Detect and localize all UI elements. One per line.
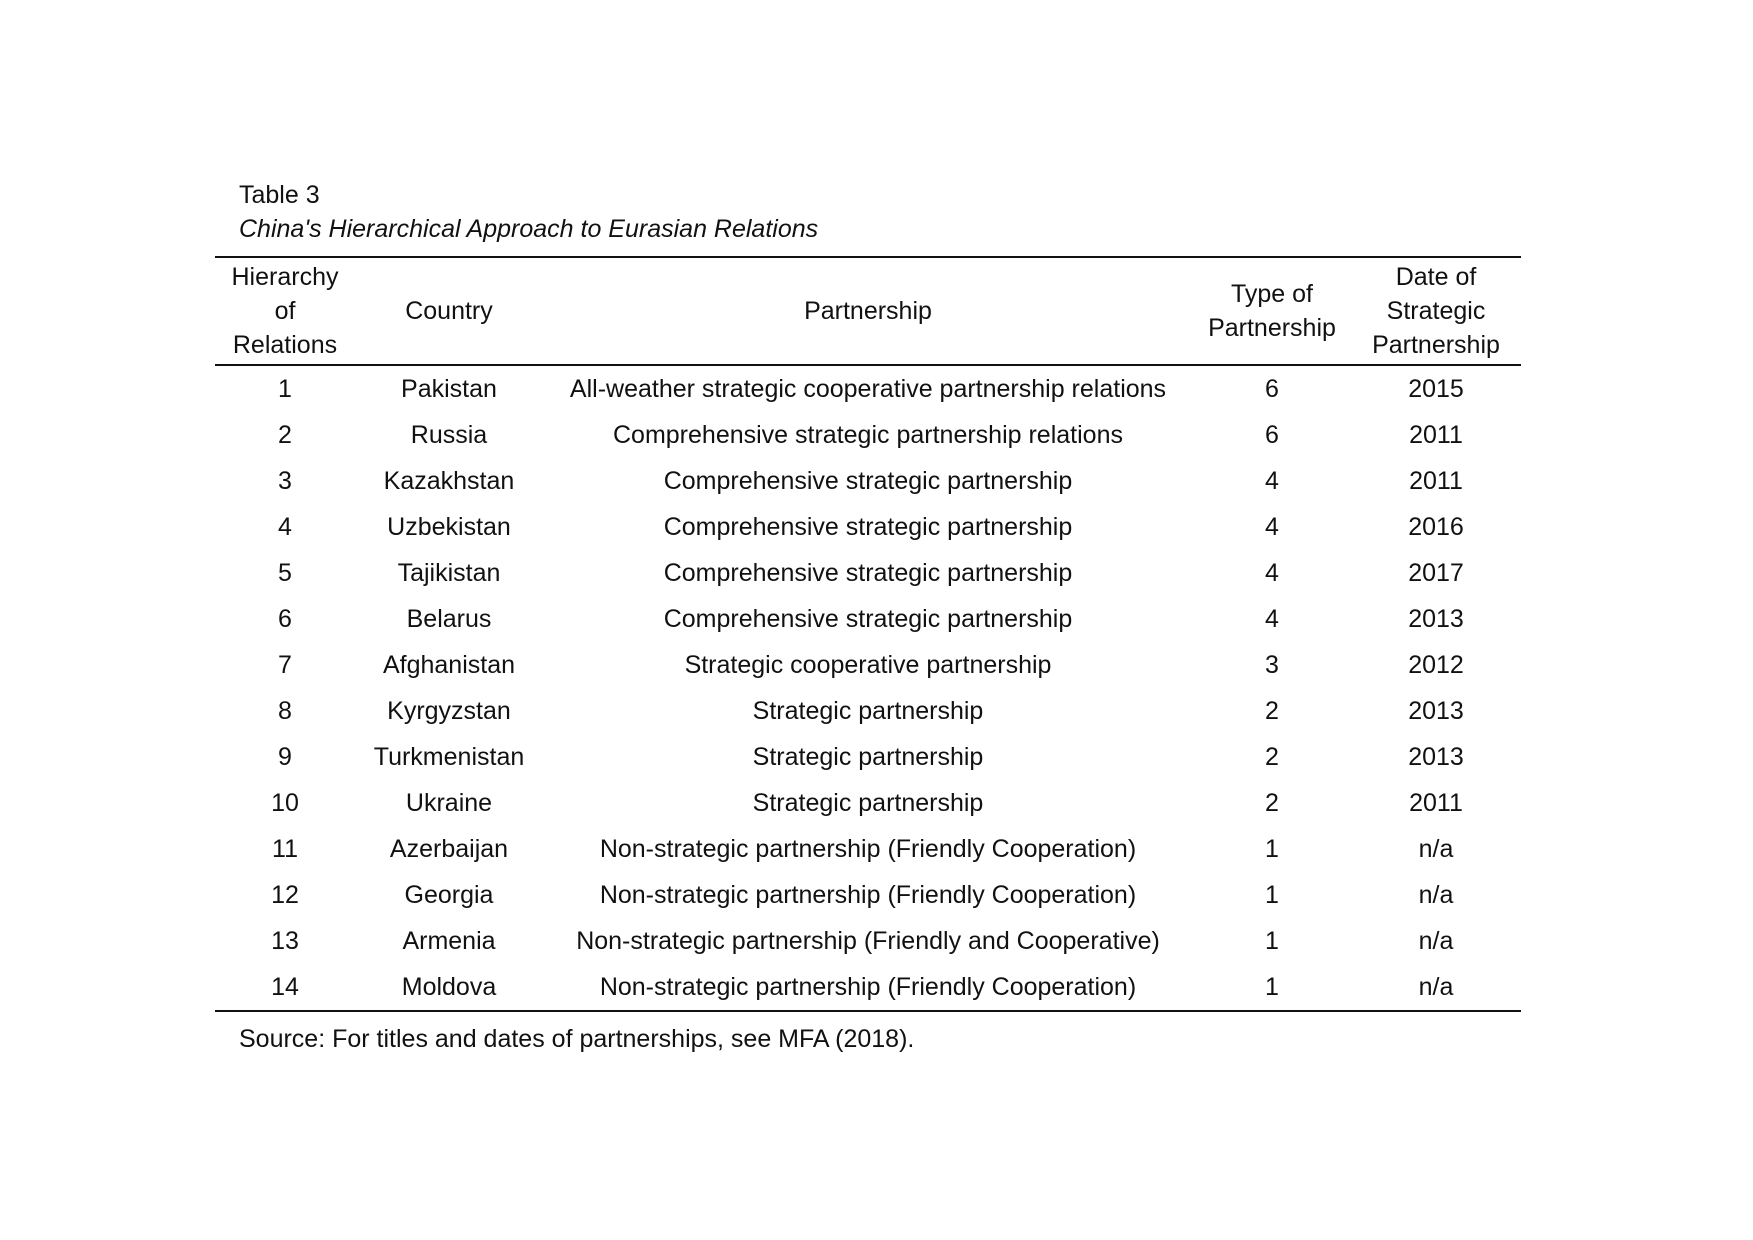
cell-date: 2015: [1408, 375, 1464, 403]
cell-type: 6: [1265, 421, 1279, 449]
table-row: [215, 365, 1521, 412]
cell-date: 2011: [1409, 467, 1463, 495]
table-row: [215, 642, 1521, 688]
cell-partnership: Non-strategic partnership (Friendly and Cooperative): [576, 927, 1160, 955]
cell-country: Tajikistan: [397, 559, 501, 587]
table-row: [215, 918, 1521, 964]
cell-partnership: Strategic partnership: [752, 697, 984, 725]
header-date: Date of Strategic Partnership: [1372, 263, 1500, 359]
cell-type: 2: [1265, 697, 1279, 725]
cell-rank: 2: [278, 421, 292, 449]
cell-country: Moldova: [401, 973, 497, 1001]
cell-country: Russia: [410, 421, 488, 449]
cell-rank: 12: [271, 881, 299, 909]
cell-country: Armenia: [402, 927, 496, 955]
cell-partnership: Comprehensive strategic partnership: [663, 605, 1073, 633]
cell-type: 4: [1265, 513, 1279, 541]
header-type: Type of Partnership: [1208, 280, 1336, 342]
table-row: [215, 826, 1521, 872]
table-caption: China's Hierarchical Approach to Eurasian Relations: [239, 215, 819, 243]
cell-type: 4: [1265, 605, 1279, 633]
cell-partnership: All-weather strategic cooperative partnership relations: [569, 375, 1167, 403]
cell-date: n/a: [1418, 927, 1454, 955]
table-row: [215, 550, 1521, 596]
table-row: [215, 872, 1521, 918]
cell-country: Afghanistan: [382, 651, 516, 679]
cell-rank: 1: [278, 375, 292, 403]
cell-date: n/a: [1418, 973, 1454, 1001]
cell-partnership: Strategic partnership: [752, 789, 984, 817]
table-row: [215, 964, 1521, 1011]
cell-date: 2017: [1408, 559, 1464, 587]
table-document: [215, 178, 1521, 1056]
cell-partnership: Non-strategic partnership (Friendly Cooperation): [599, 973, 1137, 1001]
cell-rank: 3: [278, 467, 292, 495]
header-hierarchy: Hierarchy of Relations: [231, 263, 339, 359]
source-note: Source: For titles and dates of partnerships, see MFA (2018).: [239, 1025, 915, 1053]
table-row: [215, 412, 1521, 458]
cell-date: 2011: [1409, 789, 1463, 817]
table-row: [215, 596, 1521, 642]
header-partnership: Partnership: [804, 297, 932, 325]
cell-partnership: Non-strategic partnership (Friendly Cooperation): [599, 881, 1137, 909]
cell-country: Belarus: [406, 605, 492, 633]
cell-type: 4: [1265, 559, 1279, 587]
cell-date: 2013: [1408, 697, 1464, 725]
cell-country: Turkmenistan: [373, 743, 525, 771]
table-row: [215, 734, 1521, 780]
header-row: [215, 257, 1521, 365]
header-country: Country: [405, 297, 493, 325]
cell-type: 6: [1265, 375, 1279, 403]
cell-rank: 6: [278, 605, 292, 633]
cell-partnership: Strategic partnership: [752, 743, 984, 771]
cell-date: 2012: [1408, 651, 1464, 679]
table-row: [215, 504, 1521, 550]
cell-type: 1: [1265, 973, 1279, 1001]
cell-rank: 14: [271, 973, 299, 1001]
cell-date: 2013: [1408, 743, 1464, 771]
table-label: Table 3: [239, 181, 320, 209]
cell-rank: 4: [278, 513, 292, 541]
cell-country: Kazakhstan: [383, 467, 515, 495]
cell-country: Azerbaijan: [389, 835, 509, 863]
cell-country: Ukraine: [405, 789, 493, 817]
table-row: [215, 458, 1521, 504]
cell-rank: 10: [271, 789, 299, 817]
cell-type: 1: [1265, 927, 1279, 955]
cell-country: Uzbekistan: [387, 513, 511, 541]
cell-rank: 9: [278, 743, 292, 771]
cell-partnership: Strategic cooperative partnership: [684, 651, 1052, 679]
cell-type: 3: [1265, 651, 1279, 679]
cell-partnership: Comprehensive strategic partnership: [663, 513, 1073, 541]
cell-partnership: Comprehensive strategic partnership: [663, 559, 1073, 587]
cell-date: 2016: [1408, 513, 1464, 541]
cell-rank: 7: [278, 651, 292, 679]
cell-country: Kyrgyzstan: [387, 697, 511, 725]
cell-type: 1: [1265, 835, 1279, 863]
cell-type: 1: [1265, 881, 1279, 909]
cell-date: 2013: [1408, 605, 1464, 633]
cell-type: 4: [1265, 467, 1279, 495]
cell-partnership: Non-strategic partnership (Friendly Cooperation): [599, 835, 1137, 863]
cell-rank: 11: [272, 835, 298, 863]
cell-partnership: Comprehensive strategic partnership relations: [613, 421, 1123, 449]
cell-partnership: Comprehensive strategic partnership: [663, 467, 1073, 495]
cell-type: 2: [1265, 743, 1279, 771]
cell-date: n/a: [1418, 835, 1454, 863]
cell-rank: 8: [278, 697, 292, 725]
table-row: [215, 688, 1521, 734]
cell-date: 2011: [1409, 421, 1463, 449]
cell-country: Georgia: [404, 881, 494, 909]
cell-type: 2: [1265, 789, 1279, 817]
cell-rank: 13: [271, 927, 299, 955]
cell-country: Pakistan: [401, 375, 497, 403]
partnership-table: [215, 256, 1521, 1012]
table-row: [215, 780, 1521, 826]
cell-date: n/a: [1418, 881, 1454, 909]
cell-rank: 5: [278, 559, 292, 587]
